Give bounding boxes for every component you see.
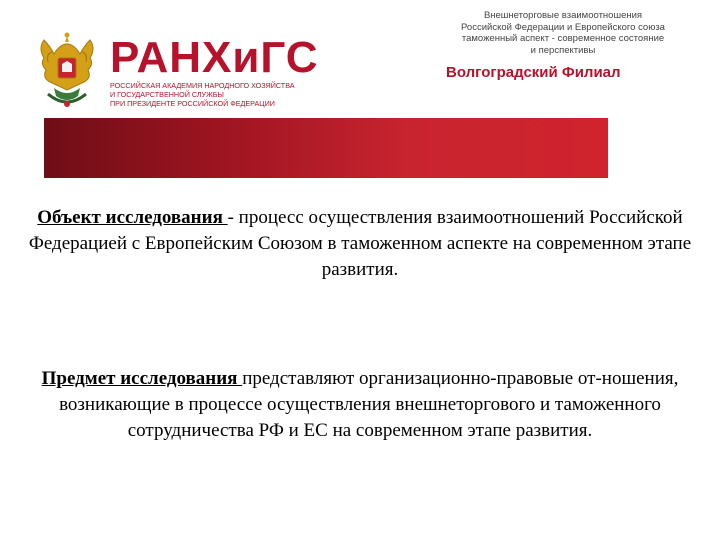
logo-title: РАНХиГС — [110, 33, 319, 82]
research-subject-term: Предмет исследования — [41, 368, 243, 389]
logo-subtitle — [110, 81, 295, 108]
presentation-topic — [438, 10, 688, 56]
topic-line: и перспективы — [530, 44, 596, 56]
topic-line: таможенный аспект - современное состояние — [461, 33, 665, 44]
logo-subtitle-line: И ГОСУДАРСТВЕННОЙ СЛУЖБЫ — [110, 90, 224, 99]
research-object-paragraph — [20, 205, 700, 283]
topic-line: Внешнеторговые взаимоотношения — [483, 10, 643, 21]
branch-name: Волгоградский Филиал — [446, 64, 621, 81]
double-headed-eagle-emblem-icon — [34, 30, 100, 114]
research-subject-paragraph — [20, 366, 700, 444]
logo-subtitle-line: ПРИ ПРЕЗИДЕНТЕ РОССИЙСКОЙ ФЕДЕРАЦИИ — [110, 99, 275, 108]
research-subject-text: представляют организационно-правовые от-ношения, возникающие в процессе осуществления внешнеторгового и таможенного сотрудничества РФ и ЕС на современном этапе развития. — [59, 368, 679, 441]
decorative-banner — [44, 118, 608, 178]
research-object-text: - процесс осуществления взаимоотношений Российской Федерацией с Европейским Союзом в таможенном аспекте на современном этапе развития. — [28, 207, 692, 280]
logo-subtitle-line: РОССИЙСКАЯ АКАДЕМИЯ НАРОДНОГО ХОЗЯЙСТВА — [110, 81, 295, 90]
research-object-term: Объект исследования — [37, 207, 228, 228]
topic-line: Российской Федерации и Европейского союза — [461, 21, 665, 33]
